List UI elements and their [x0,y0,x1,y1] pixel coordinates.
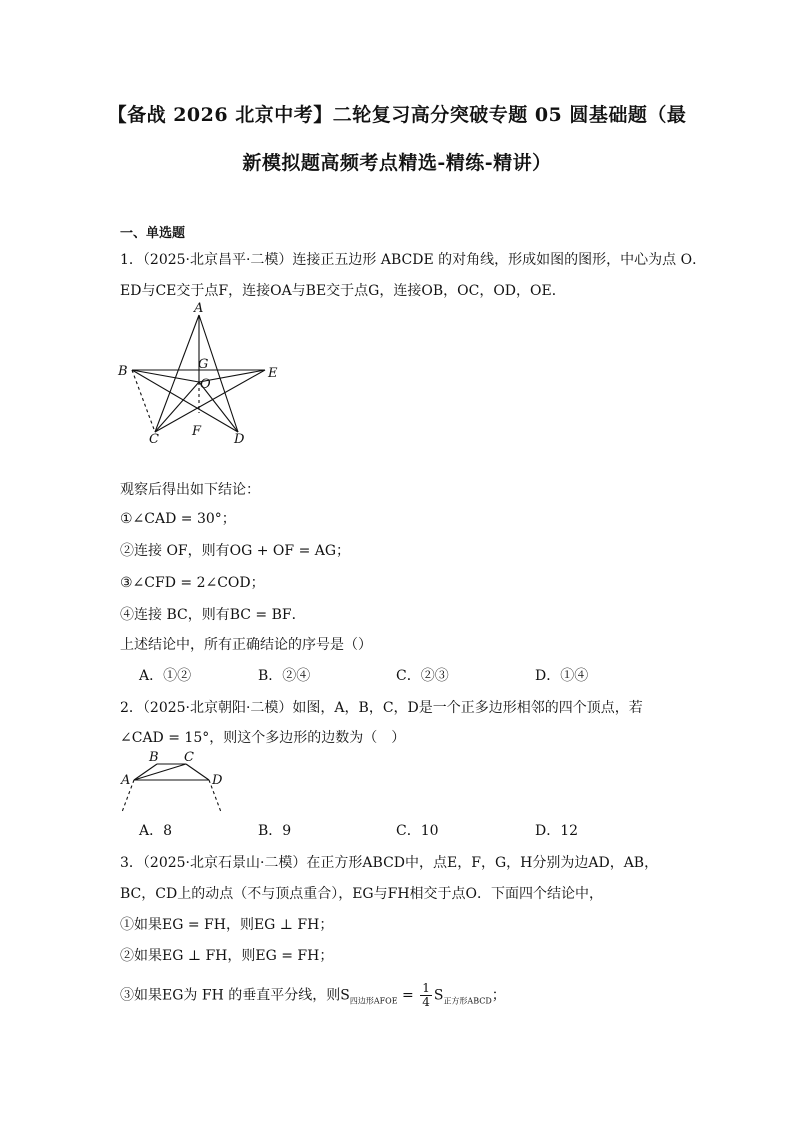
q2-option-b[interactable]: B．9 [258,823,292,839]
label-b: B [149,750,159,765]
q1-conclusion-4: ④连接 BC，则有BC = BF． [120,607,306,623]
label-d: D [234,432,245,445]
label-c: C [149,432,159,445]
section-heading: 一、单选题 [120,226,186,241]
label-a: A [194,301,204,316]
q1-conclusion-1: ①∠CAD = 30°； [120,511,236,527]
segment-ab [134,764,157,780]
q2-polygon-figure [112,750,232,814]
q3-c3-text: ③如果EG为 FH 的垂直平分线，则S [120,987,350,1004]
q1-conclusion-2: ②连接 OF，则有OG + OF = AG； [120,543,351,559]
label-d: D [212,773,223,788]
dashed-bc [132,370,155,432]
q3-c3-denominator: 4 [422,995,430,1009]
q1-conclusion-3: ③∠CFD = 2∠COD； [120,575,265,591]
q1-prompt: 上述结论中，所有正确结论的序号是（） [120,637,372,653]
q1-pentagram-figure [110,300,300,445]
q2-option-c[interactable]: C．10 [396,823,439,839]
segment-cd [186,764,209,780]
q3-conclusion-2: ②如果EG ⊥ FH，则EG = FH； [120,948,334,964]
q2-stem-line2: ∠CAD = 15°，则这个多边形的边数为（ ） [120,730,406,746]
q1-option-c[interactable]: C．②③ [396,668,449,684]
q3-c3-equals: = [397,987,419,1004]
label-g: G [198,357,209,372]
page-title-line2: 新模拟题高频考点精选-精练-精讲） [242,152,552,174]
q2-stem-line1: 2．（2025·北京朝阳·二模）如图，A，B，C，D是一个正多边形相邻的四个顶点，若 [120,700,643,716]
label-a: A [121,773,131,788]
q1-option-a[interactable]: A．①② [139,668,192,684]
label-f: F [192,424,202,439]
star-edge-ad [199,315,238,432]
q3-stem-line2: BC，CD上的动点（不与顶点重合），EG与FH相交于点O．下面四个结论中， [120,886,603,902]
q3-c3-fraction [420,982,432,1009]
label-e: E [268,366,278,381]
q3-c3-end: ； [491,987,506,1004]
segment-ac [134,764,186,780]
q1-stem-line1: 1．（2025·北京昌平·二模）连接正五边形 ABCDE 的对角线，形成如图的图形，中心为点 O． [120,252,707,268]
q3-c3-sub-quad: 四边形AFOE [349,996,398,1006]
q1-option-b[interactable]: B．②④ [258,668,311,684]
q1-observe: 观察后得出如下结论： [120,482,260,498]
q3-c3-s: S [433,987,444,1004]
star-edge-ac [155,315,199,432]
q3-c3-sub-square: 正方形ABCD [443,996,492,1006]
q2-option-d[interactable]: D．12 [535,823,579,839]
label-b: B [118,364,128,379]
page-title-line1: 【备战 2026 北京中考】二轮复习高分突破专题 05 圆基础题（最 [107,104,687,126]
q1-stem-line2: ED与CE交于点F，连接OA与BE交于点G，连接OB，OC，OD，OE． [120,283,566,299]
q3-conclusion-3 [120,982,506,1009]
label-o: O [200,377,211,392]
q3-c3-numerator: 1 [422,981,430,995]
q2-option-a[interactable]: A．8 [139,823,173,839]
q3-conclusion-1: ①如果EG = FH，则EG ⊥ FH； [120,917,334,933]
q3-stem-line1: 3．（2025·北京石景山·二模）在正方形ABCD中，点E，F，G，H分别为边AD，AB， [120,855,659,871]
label-c: C [184,750,194,765]
q1-option-d[interactable]: D．①④ [535,668,589,684]
